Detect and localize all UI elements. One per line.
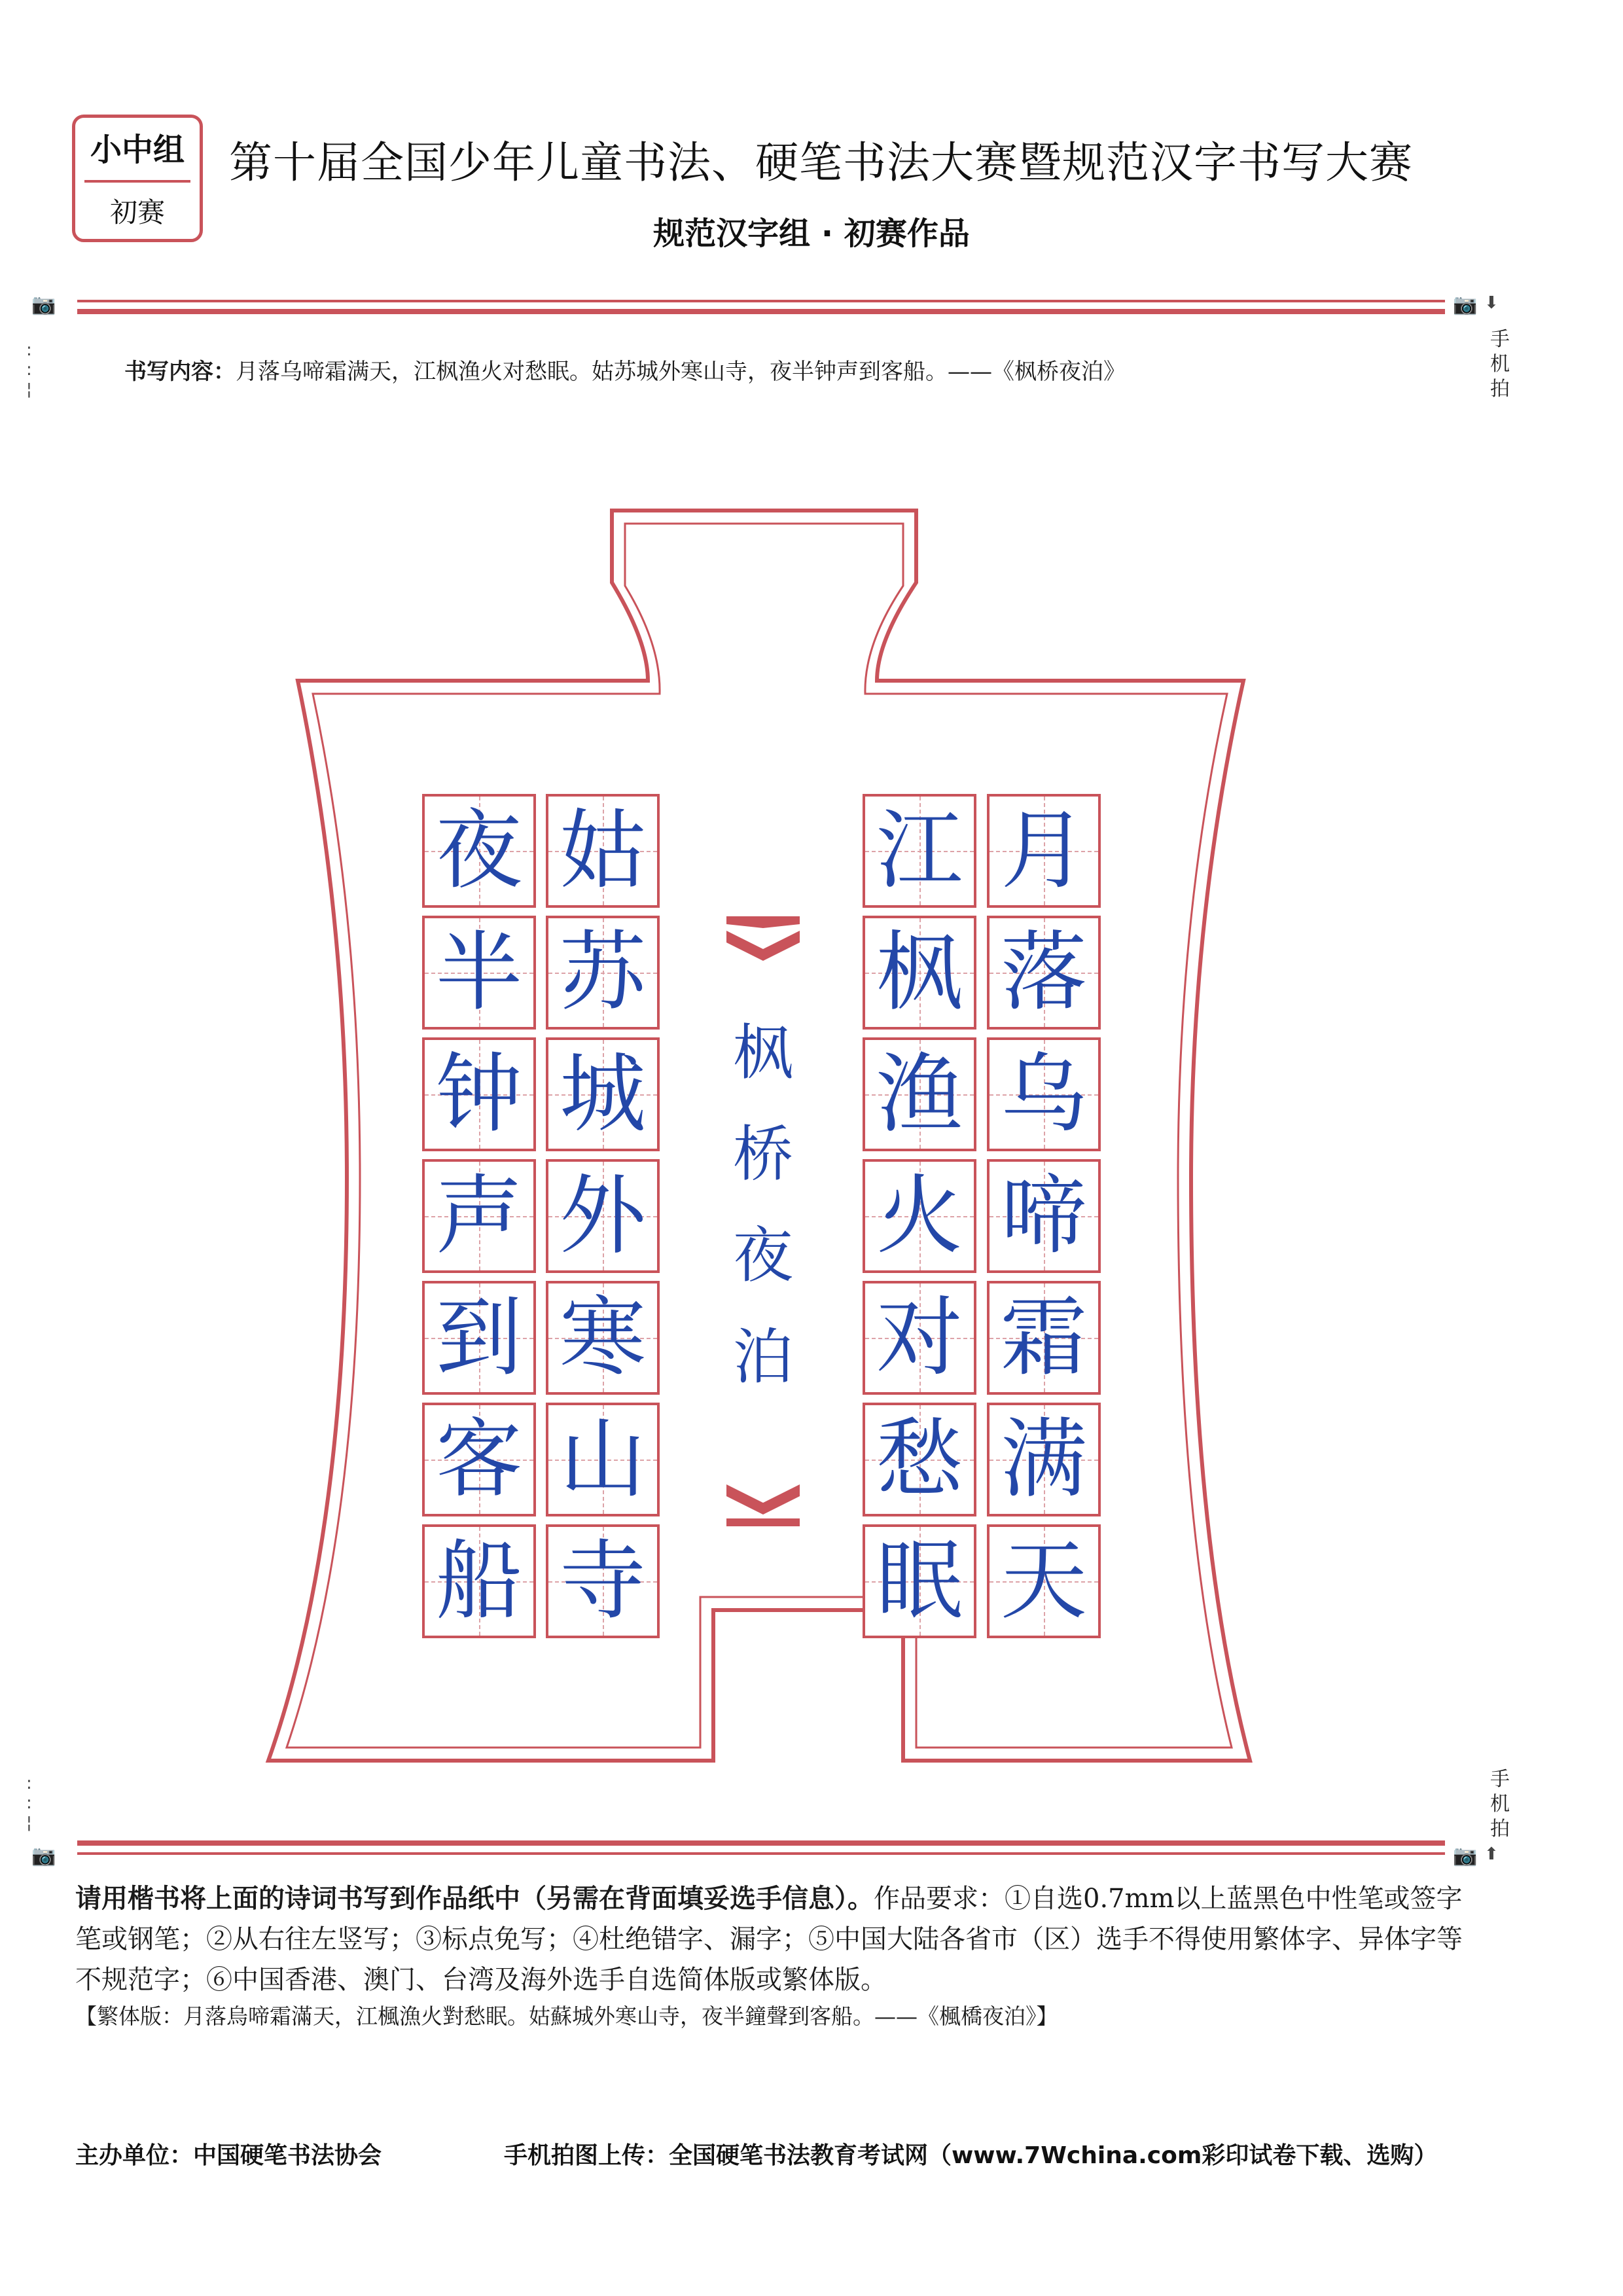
camera-icon: 📷 [1453,1844,1478,1867]
handwritten-char: 愁 [876,1409,963,1510]
handwritten-char: 渔 [876,1044,963,1145]
grid-cell [422,1037,536,1151]
grid-cell [422,1403,536,1516]
work-title-char: 夜 [732,1221,793,1291]
edge-tick-marks: : : ¦ [26,1774,32,1833]
instructions [75,1878,1463,2000]
grid-cell [546,794,660,908]
handwritten-char: 眠 [876,1531,963,1632]
work-title-char: 桥 [732,1119,793,1189]
upload-info: 手机拍图上传：全国硬笔书法教育考试网（www.7Wchina.com彩印试卷下载、选购） [504,2142,1438,2169]
content-text: 月落乌啼霜满天，江枫渔火对愁眠。姑苏城外寒山寺，夜半钟声到客船。——《枫桥夜泊》 [236,359,1126,385]
grid-cell [863,1037,976,1151]
stage-label: 初赛 [109,196,165,228]
grid-cell [987,1524,1101,1638]
grid-cell [422,1159,536,1273]
grid-cell [987,1281,1101,1395]
handwritten-char: 钟 [436,1044,522,1145]
grid-cell [987,1403,1101,1516]
instructions-requirements: 作品要求：①自选0.7mm以上蓝黑色中性笔或签字笔或钢笔；②从右往左竖写；③标点免写；④杜绝错字、漏字；⑤中国大陆各省市（区）选手不得使用繁体字、异体字等不规范字；⑥中国香港、澳门、台湾及海外选手自选简体版或繁体版。 [75,1884,1463,1995]
grid-cell [422,1281,536,1395]
phone-photo-label: 手机拍 [1490,328,1510,401]
grid-cell [987,1037,1101,1151]
bottom-divider [77,1840,1445,1856]
handwritten-char: 对 [876,1287,963,1388]
arrow-down-icon: ⬇ [1484,293,1499,313]
handwritten-char: 乌 [1001,1044,1087,1145]
handwritten-char: 枫 [876,922,963,1023]
grid-cell [546,1037,660,1151]
handwritten-char: 夜 [436,800,522,901]
grid-cell [422,794,536,908]
grid-cell [863,1524,976,1638]
handwritten-char: 声 [436,1166,522,1266]
grid-cell [546,1403,660,1516]
handwritten-char: 寒 [560,1287,646,1388]
phone-photo-label: 手机拍 [1490,1768,1510,1840]
arrow-up-icon: ⬆ [1484,1844,1499,1864]
handwritten-char: 姑 [560,800,646,901]
grid-cell [863,916,976,1030]
traditional-version: 【繁体版：月落烏啼霜滿天，江楓漁火對愁眠。姑蘇城外寒山寺，夜半鐘聲到客船。——《楓橋夜泊》】 [75,2003,1058,2029]
grid-cell [987,794,1101,908]
handwritten-char: 满 [1001,1409,1087,1510]
handwritten-char: 船 [436,1531,522,1632]
grid-cell [863,794,976,908]
instructions-lead: 请用楷书将上面的诗词书写到作品纸中（另需在背面填妥选手信息）。 [75,1884,874,1914]
handwritten-char: 苏 [560,922,646,1023]
handwritten-char: 啼 [1001,1166,1087,1266]
page-title: 第十届全国少年儿童书法、硬笔书法大赛暨规范汉字书写大赛 [229,137,1413,188]
grid-cell [422,916,536,1030]
grid-cell [546,1281,660,1395]
handwritten-char: 霜 [1001,1287,1087,1388]
handwritten-char: 客 [436,1409,522,1510]
edge-tick-marks: : : ¦ [26,340,32,399]
grid-cell [987,916,1101,1030]
grid-cell [863,1403,976,1516]
grid-cell [863,1159,976,1273]
handwritten-char: 月 [1001,800,1087,901]
grid-cell [863,1281,976,1395]
handwritten-char: 江 [876,800,963,901]
handwritten-char: 寺 [560,1531,646,1632]
handwritten-char: 城 [560,1044,646,1145]
camera-icon: 📷 [31,293,56,316]
grid-cell [546,1159,660,1273]
content-label: 书写内容： [124,359,236,385]
page-subtitle: 规范汉字组 · 初赛作品 [653,215,970,252]
grid-cell [987,1159,1101,1273]
work-title-char: 泊 [732,1322,793,1392]
camera-icon: 📷 [1453,293,1478,316]
handwritten-char: 落 [1001,922,1087,1023]
camera-icon: 📷 [31,1844,56,1867]
handwritten-char: 山 [560,1409,646,1510]
handwritten-char: 到 [436,1287,522,1388]
handwritten-char: 火 [876,1166,963,1266]
handwritten-char: 半 [436,922,522,1023]
work-title-char: 枫 [732,1018,793,1088]
grid-cell [422,1524,536,1638]
grid-cell [546,916,660,1030]
handwritten-char: 天 [1001,1531,1087,1632]
group-label: 小中组 [90,132,185,168]
handwritten-char: 外 [560,1166,646,1266]
grid-cell [546,1524,660,1638]
organizer: 主办单位：中国硬笔书法协会 [75,2142,382,2169]
